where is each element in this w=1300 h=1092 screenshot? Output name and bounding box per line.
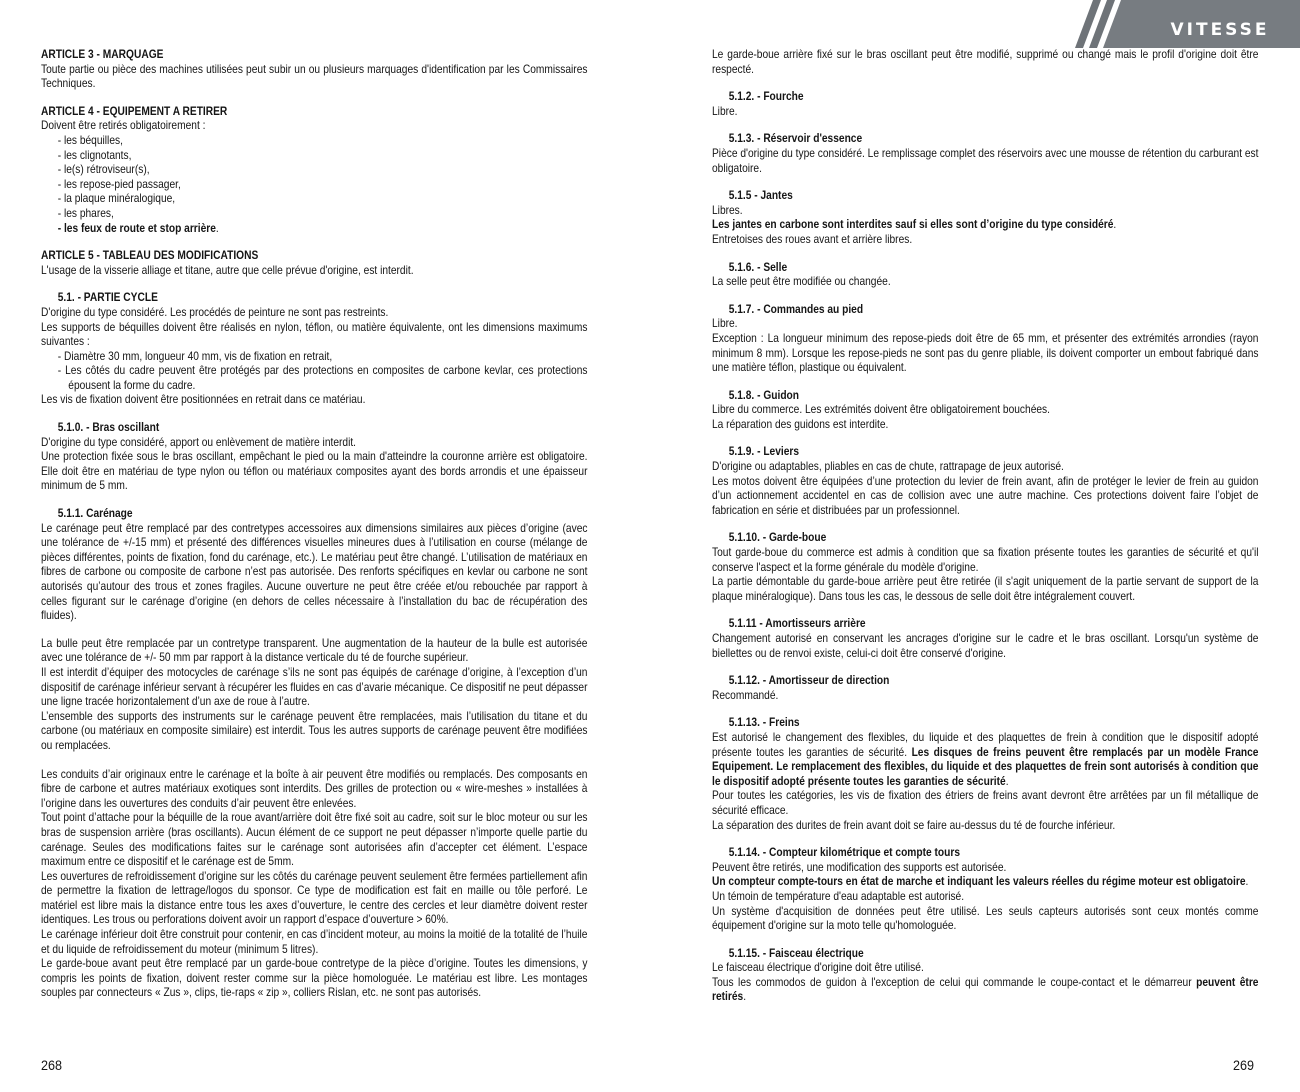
paragraph [712,460,1258,475]
paragraph [712,475,1258,519]
paragraph [41,393,587,408]
paragraph [712,332,1258,376]
text: Le carénage inférieur doit être construit pour contenir, en cas d’incident moteur, au moins la moitié de la totalité de l’huile et du liquide de refroidissement du moteur (minimum 5 litres). [41,928,588,956]
text: . [743,990,747,1004]
section-heading [712,674,1258,689]
paragraph [712,890,1258,905]
text: Les ouvertures de refroidissement d’origine sur les côtés du carénage peuvent seulement être fermées partiellement afin de permettre la fixation de lettrage/logos du sponsor. Ce type de modification est fait en maille ou tôle perforé. Le matériel est libre mais la distance entre tous les axes d’ouverture, le centre des cercles et leur diamètre doivent rester identiques. Les trous ou perforations doivent avoir un rapport d’espace d’ouverture > 60%. [41,869,588,927]
text: Tout point d’attache pour la béquille de la roue avant/arrière doit être fixé soit au cadre, soit sur le bloc moteur ou sur les bras de suspension arrière (bras oscillants). Aucun élément de ce support ne peut dépasser n’importe quelle partie du carénage. Seules des modifications faites sur le carénage sont autorisées afin d’accepter cet élément. L’espace maximum entre ce dispositif et le carénage est de 5mm. [41,811,588,869]
section-heading [41,48,587,63]
paragraph [712,875,1258,890]
text: . [1113,218,1117,232]
list-item [41,222,587,237]
section-heading [41,105,587,120]
paragraph [41,119,587,134]
paragraph [712,961,1258,976]
text: 5.1.7. - Commandes au pied [728,302,864,316]
text: Entretoises des roues avant et arrière libres. [712,232,913,246]
text: Peuvent être retirés, une modification des supports est autorisée. [712,860,1007,874]
paragraph [41,306,587,321]
text: L'usage de la visserie alliage et titane, autre que celle prévue d'origine, est interdit. [41,263,414,277]
text: Pièce d'origine du type considéré. Le remplissage complet des réservoirs avec une mousse de rétention du carburant est obligatoire. [712,146,1259,175]
text: 5.1.6. - Selle [728,260,788,274]
text: Les motos doivent être équipées d’une protection du levier de frein avant, afin de protéger le levier de frein au guidon d’un actionnement accidentel en cas de collision avec une autre machine. Ces protections doivent faire l’objet de fabrication en série et distribuées par un professionnel. [712,474,1259,517]
text: Le carénage peut être remplacé par des contretypes accessoires aux dimensions similaires aux pièces d’origine (avec une tolérance de +/-15 mm) et présenté des différences visuelles mineures dues à l’utilisation en course (mélange de pièces différentes, points de fixation, fond du carénage, etc.). Le matériau peut être changé. L’utilisation de matériaux en fibres de carbone ou composite de carbone n’est pas autorisée. Des renforts spécifiques en kevlar ou carbone ne sont autorisés qu’autour des trous et zones fragiles. Aucune ouverture ne peut être créée et/ou rebouchée par rapport à celles figurant sur le carénage d’origine (en dehors de celles nécessaire à l’installation du bac de récupération des fluides). [41,521,588,623]
text: Il est interdit d’équiper des motocycles de carénage s’ils ne sont pas équipés de carénage d’origine, à l’exception d’un dispositif de carénage inférieur servant à récupérer les fluides en cas d’avarie mécanique. Ce dispositif ne peut dépasser une ligne tracée horizontalement d’un axe de roue à l’autre. [41,665,588,709]
text: - la plaque minéralogique, [57,192,176,206]
text: Recommandé. [712,688,779,702]
text: Un système d'acquisition de données peut être utilisé. Les seuls capteurs autorisés sont ceux montés comme équipement d'origine sur la moto telle qu'homologuée. [712,904,1259,933]
text: - Les côtés du cadre peuvent être protégés par des protections en composites de carbone kevlar, ces protections épousent la forme du cadre. [57,364,588,392]
paragraph [712,147,1258,176]
text: ARTICLE 4 - EQUIPEMENT A RETIRER [41,104,228,118]
paragraph [712,546,1258,575]
paragraph [712,905,1258,934]
paragraph [712,731,1258,789]
text: Tous les commodos de guidon à l'exception de celui qui commande le coupe-contact et le démarreur [712,975,1197,989]
text: 5.1.11 - Amortisseurs arrière [728,617,866,631]
text: 5.1.13. - Freins [728,716,800,730]
section-heading [41,249,587,264]
text: Les supports de béquilles doivent être réalisés en nylon, téflon, ou matière équivalente, ont les dimensions maximums suivantes : [41,320,588,349]
text: Est autorisé le changement des flexibles, du liquide et des plaquettes de frein à condition que le dispositif adopté présente toutes les garanties de sécurité. [712,730,1259,759]
paragraph [712,275,1258,290]
list-item [41,178,587,193]
paragraph [712,204,1258,219]
paragraph [712,418,1258,433]
list-item [41,163,587,178]
paragraph [712,689,1258,704]
text: Les vis de fixation doivent être positionnées en retrait dans ce matériau. [41,393,366,407]
paragraph [712,218,1258,233]
list-item [41,134,587,149]
text: Les conduits d’air originaux entre le carénage et la boîte à air peuvent être modifiés ou remplacés. Des composants en fibre de carbone et autres matériaux exotiques sont interdits. Des grilles de protection ou « wire-meshes » installées à l’origine dans les ouvertures des conduits d’air peuvent être enlevées. [41,767,588,810]
paragraph [41,450,587,494]
text: Libre du commerce. Les extrémités doivent être obligatoirement bouchées. [712,403,1051,417]
bold-text: peuvent être retirés [712,975,1259,1004]
paragraph [41,637,587,666]
paragraph [712,575,1258,604]
paragraph [712,48,1258,77]
text: La bulle peut être remplacée par un contretype transparent. Une augmentation de la hauteur de la bulle est autorisée avec une tolérance de +/- 50 mm par rapport à la distance verticale du té de fourche supérieur. [41,636,588,665]
section-heading [712,389,1258,404]
paragraph [712,317,1258,332]
paragraph [712,632,1258,661]
section-heading [712,617,1258,632]
text: Exception : La longueur minimum des repose-pieds doit être de 65 mm, et présenter des extrémités arrondies (rayon minimum 8 mm). Lorsque les repose-pieds ne sont pas du genre pliable, ils doivent comporter un embout fabriqué dans une matière téflon, plastique ou équivalent. [712,331,1259,375]
paragraph [712,233,1258,248]
list-item [41,350,587,365]
text: Tout garde-boue du commerce est admis à condition que sa fixation présente toutes les garanties de sécurité et qu'il conserve l'aspect et la forme générale du modèle d'origine. [712,546,1259,574]
text: Un témoin de température d'eau adaptable est autorisé. [712,889,965,903]
text: - les phares, [57,206,114,220]
text: La partie démontable du garde-boue arrière peut être retirée (il s'agit uniquement de la partie servant de support de la plaque minéralogique). Dans tous les cas, le dessous de selle doit être intégralement couvert. [712,575,1259,603]
bold-text: Les disques de freins peuvent être remplacés par un modèle France Equipement. Le remplacement des flexibles, du liquide et des plaquettes de frein sont autorisés à condition que le dispositif adopté présente toutes les garanties de sécurité [712,745,1259,788]
right-page-number: 269 [1233,1057,1255,1073]
text: - les clignotants, [57,148,132,162]
left-page-number: 268 [41,1057,63,1073]
paragraph [712,789,1258,818]
text: D'origine du type considéré, apport ou enlèvement de matière interdit. [41,435,357,449]
text: . [1245,875,1249,889]
text: Le garde-boue avant peut être remplacé par un garde-boue contretype de la pièce d’origine. Toutes les dimensions, y compris les points de fixation, doivent rester comme sur la pièce homologuée. Le matériau est libre. Les montages souples par connecteurs « Zus », clips, tie-raps « zip », colliers Rislan, etc. ne sont pas autorisés. [41,957,588,1000]
left-page-body [41,48,587,1001]
section-heading [712,261,1258,276]
text: Libres. [712,203,743,217]
text: Libre. [712,104,738,118]
text: L’ensemble des supports des instruments sur le carénage peuvent être remplacées, mais l’utilisation du titane et du carbone (ou matériaux en composite similaire) est interdit. Tous les autres supports de carénage peuvent être modifiées ou remplacées. [41,709,588,752]
text: 5.1.2. - Fourche [728,90,804,104]
text: 5.1.8. - Guidon [728,388,800,402]
paragraph [41,522,587,624]
paragraph [41,436,587,451]
text: - le(s) rétroviseur(s), [57,163,150,177]
text: - les repose-pied passager, [57,177,181,191]
section-heading [41,291,587,306]
text: - Diamètre 30 mm, longueur 40 mm, vis de fixation en retrait, [57,349,333,363]
text: 5.1.1. Carénage [57,507,133,521]
paragraph [41,928,587,957]
list-item [41,149,587,164]
paragraph [41,321,587,350]
paragraph [41,666,587,710]
text: 5.1.5 - Jantes [728,189,793,203]
paragraph [41,63,587,92]
bold-text: - les feux de route et stop arrière [57,221,216,235]
text: . [215,221,219,235]
text: Toute partie ou pièce des machines utilisées peut subir un ou plusieurs marquages d'identification par les Commissaires Techniques. [41,62,588,91]
section-title: VITESSE [1170,20,1270,40]
list-item [41,364,587,393]
text: La selle peut être modifiée ou changée. [712,275,891,289]
text: La réparation des guidons est interdite. [712,417,889,431]
paragraph [41,768,587,812]
text: 5.1.3. - Réservoir d'essence [728,132,863,146]
text: Le faisceau électrique d'origine doit être utilisé. [712,961,924,975]
list-item [41,207,587,222]
text: Le garde-boue arrière fixé sur le bras oscillant peut être modifié, supprimé ou changé mais le profil d'origine doit être respecté. [712,48,1259,76]
section-header-banner [1075,0,1300,48]
text: ARTICLE 3 - MARQUAGE [41,48,164,61]
paragraph [41,957,587,1001]
text: 5.1.15. - Faisceau électrique [728,946,864,960]
section-heading [712,716,1258,731]
text: D'origine du type considéré. Les procédés de peinture ne sont pas restreints. [41,305,389,319]
paragraph [712,976,1258,1005]
text: Changement autorisé en conservant les ancrages d'origine sur le cadre et le bras oscillant. Lorsqu'un système de biellettes ou de renvoi existe, celui-ci doit être conservé d'origine. [712,632,1259,660]
paragraph [712,819,1258,834]
section-heading [712,531,1258,546]
text: 5.1.9. - Leviers [728,445,800,459]
text: ARTICLE 5 - TABLEAU DES MODIFICATIONS [41,249,259,263]
text: 5.1. - PARTIE CYCLE [57,291,158,305]
paragraph [41,264,587,279]
paragraph [41,811,587,869]
text: 5.1.12. - Amortisseur de direction [728,674,890,688]
text: - les béquilles, [57,133,123,147]
paragraph [41,710,587,754]
bold-text: Les jantes en carbone sont interdites sauf si elles sont d’origine du type considéré [712,218,1114,232]
text: 5.1.10. - Garde-boue [728,531,827,545]
paragraph [41,870,587,928]
text: Libre. [712,317,738,331]
text: La séparation des durites de frein avant doit se faire au-dessus du té de fourche inférieur. [712,818,1116,832]
text: 5.1.0. - Bras oscillant [57,421,160,435]
section-heading [712,303,1258,318]
paragraph [712,861,1258,876]
text: Une protection fixée sous le bras oscillant, empêchant le pied ou la main d'atteindre la couronne arrière est obligatoire. Elle doit être en matériau de type nylon ou téflon ou matériaux composites ayant des bords arrondis et une épaisseur minimum de 5 mm. [41,450,588,493]
text: Doivent être retirés obligatoirement : [41,119,206,133]
section-heading [41,507,587,522]
section-heading [712,947,1258,962]
paragraph [712,403,1258,418]
section-heading [712,189,1258,204]
text: . [1005,774,1009,788]
list-item [41,192,587,207]
text: D'origine ou adaptables, pliables en cas de chute, rattrapage de jeux autorisé. [712,460,1064,474]
paragraph [712,105,1258,120]
section-heading [712,132,1258,147]
right-page-body [712,48,1258,1005]
text: 5.1.14. - Compteur kilométrique et compte tours [728,846,961,860]
section-heading [41,421,587,436]
section-heading [712,846,1258,861]
text: Pour toutes les catégories, les vis de fixation des étriers de freins avant devront être arrêtées par un fil métallique de sécurité efficace. [712,789,1259,817]
bold-text: Un compteur compte-tours en état de marche et indiquant les valeurs réelles du régime moteur est obligatoire [712,875,1246,889]
section-heading [712,445,1258,460]
section-heading [712,90,1258,105]
